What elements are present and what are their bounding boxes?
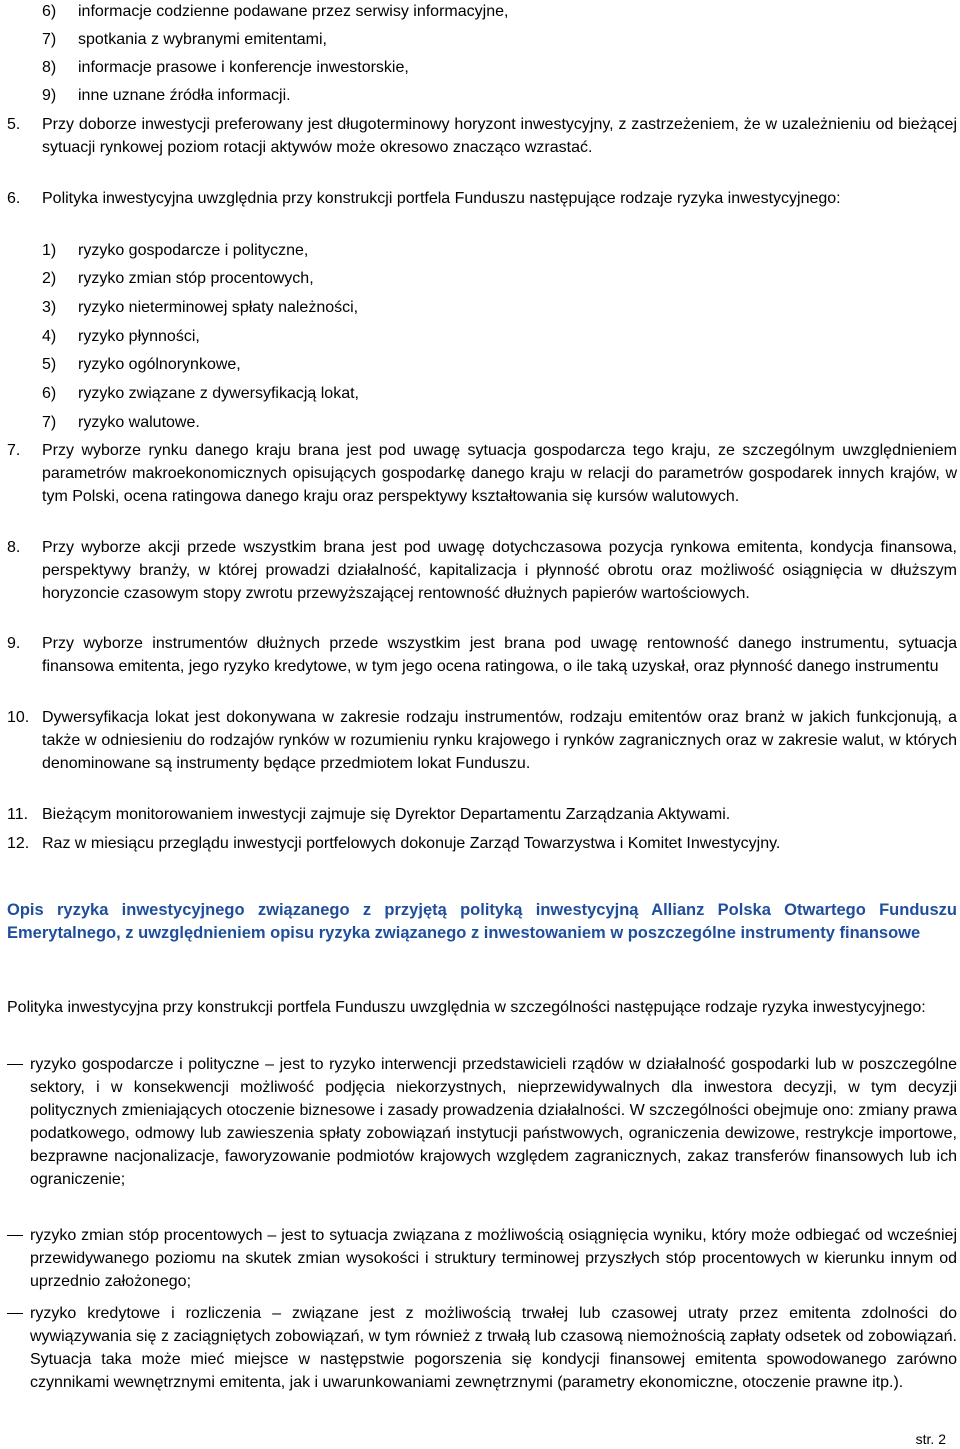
paragraph-text: Przy wyborze rynku danego kraju brana jest pod uwagę sytuacja gospodarcza tego kraju, ze szczególnym uwzględnieniem parametrów makroekonomicznych opisujących gospodarkę danego kraju w relacji do parametrów gospodarek innych krajów, w tym Polski, ocena ratingowa danego kraju oraz perspektywy kształtowania się kursów walutowych. [42,442,957,505]
list-item-number: 6) [42,385,57,402]
intro-paragraph: Polityka inwestycyjna przy konstrukcji portfela Funduszu uwzględnia w szczególności następujące rodzaje ryzyka inwestycyjnego: [7,999,926,1016]
paragraph-text: Przy doborze inwestycji preferowany jest długoterminowy horyzont inwestycyjny, z zastrzeżeniem, że w uzależnieniu od bieżącej sytuacji rynkowej poziom rotacji aktywów może okresowo znacząco wzrastać. [42,116,957,156]
list-item-text: informacje prasowe i konferencje inwestorskie, [78,59,409,76]
paragraph-number: 10. [7,709,30,726]
dash-item-text: ryzyko kredytowe i rozliczenia – związane jest z możliwością trwałej lub czasowej utraty przez emitenta zdolności do wywiązywania się z zaciągniętych zobowiązań, w tym również z trwałą lub czasową niemożnością zapłaty odsetek od zobowiązań. Sytuacja taka może mieć miejsce w następstwie pogorszenia się kondycji finansowej emitenta spowodowanego zarówno czynnikami wewnętrznymi emitenta, jak i uwarunkowaniami zewnętrznymi (parametry ekonomiczne, otoczenie prawne itp.). [30,1305,957,1391]
list-item-number: 9) [42,87,57,104]
dash-item-text: ryzyko zmian stóp procentowych – jest to sytuacja związana z możliwością osiągnięcia wyniku, który może odbiegać od wcześniej przewidywanego poziomu na skutek zmian wysokości i struktury terminowej przyszłych stóp procentowych w kierunku innym od uprzednio założonego; [30,1227,957,1290]
list-item-number: 3) [42,299,57,316]
list-item-text: ryzyko zmian stóp procentowych, [78,270,314,287]
list-item-number: 5) [42,356,57,373]
list-item-text: ryzyko związane z dywersyfikacją lokat, [78,385,359,402]
list-item-number: 1) [42,242,57,259]
list-item-text: ryzyko walutowe. [78,414,200,431]
list-item-text: ryzyko płynności, [78,328,200,345]
paragraph-text: Przy wyborze instrumentów dłużnych przede wszystkim jest brana pod uwagę rentowność danego instrumentu, sytuacja finansowa emitenta, jego ryzyko kredytowe, w tym jego ocena ratingowa, o ile taką uzyskał, oraz płynność danego instrumentu [42,635,957,675]
dash-bullet-icon [7,1235,23,1236]
list-item-text: inne uznane źródła informacji. [78,87,291,104]
paragraph-number: 12. [7,835,30,852]
paragraph-text: Raz w miesiącu przeglądu inwestycji portfelowych dokonuje Zarząd Towarzystwa i Komitet Inwestycyjny. [42,835,781,852]
dash-bullet-icon [7,1064,23,1065]
paragraph-number: 8. [7,539,21,556]
list-item-number: 7) [42,31,57,48]
list-item-text: ryzyko ogólnorynkowe, [78,356,241,373]
paragraph-text: Przy wyborze akcji przede wszystkim brana jest pod uwagę dotychczasowa pozycja rynkowa emitenta, kondycja finansowa, perspektywy branży, w której prowadzi działalność, kapitalizacja i płynność obrotu oraz możliwość osiągnięcia w dłuższym horyzoncie czasowym stopy zwrotu przewyższającej rentowność dłużnych papierów wartościowych. [42,539,957,602]
list-item-text: informacje codzienne podawane przez serwisy informacyjne, [78,3,509,20]
paragraph-number: 7. [7,442,21,459]
paragraph-number: 6. [7,190,21,207]
list-item-number: 7) [42,414,57,431]
list-item-text: ryzyko nieterminowej spłaty należności, [78,299,359,316]
section-heading: Opis ryzyka inwestycyjnego związanego z przyjętą polityką inwestycyjną Allianz Polska Otwartego Funduszu Emerytalnego, z uwzględnieniem opisu ryzyka związanego z inwestowaniem w poszczególne instrumenty finansowe [7,901,957,942]
list-item-number: 4) [42,328,57,345]
list-item-text: ryzyko gospodarcze i polityczne, [78,242,309,259]
dash-item-text: ryzyko gospodarcze i polityczne – jest to ryzyko interwencji przedstawicieli rządów w działalność gospodarki lub w poszczególne sektory, i w konsekwencji możliwość podjęcia niekorzystnych, nieprzewidywalnych dla inwestora decyzji, w tym decyzji politycznych zmieniających otoczenie biznesowe i zasady prowadzenia działalności. W szczególności obejmuje ono: zmiany prawa podatkowego, odmowy lub zawieszenia spłaty zobowiązań instytucji państwowych, ograniczenia dewizowe, restrykcje importowe, bezprawne nacjonalizacje, faworyzowanie podmiotów krajowych względem zagranicznych, zakaz transferów finansowych lub ich ograniczenie; [30,1056,957,1188]
paragraph-text: Dywersyfikacja lokat jest dokonywana w zakresie rodzaju instrumentów, rodzaju emitentów oraz branż w jakich funkcjonują, a także w odniesieniu do rodzajów rynków w rozumieniu rynku krajowego i rynków zagranicznych oraz w zakresie walut, w których denominowane są instrumenty będące przedmiotem lokat Funduszu. [42,709,957,772]
list-item-number: 8) [42,59,57,76]
page-number: str. 2 [915,1431,946,1447]
dash-bullet-icon [7,1313,23,1314]
list-item-number: 6) [42,3,57,20]
paragraph-text: Bieżącym monitorowaniem inwestycji zajmuje się Dyrektor Departamentu Zarządzania Aktywami. [42,806,731,823]
list-item-number: 2) [42,270,57,287]
paragraph-number: 5. [7,116,21,133]
paragraph-number: 9. [7,635,21,652]
paragraph-text: Polityka inwestycyjna uwzględnia przy konstrukcji portfela Funduszu następujące rodzaje ryzyka inwestycyjnego: [42,190,841,207]
list-item-text: spotkania z wybranymi emitentami, [78,31,327,48]
paragraph-number: 11. [7,806,29,823]
